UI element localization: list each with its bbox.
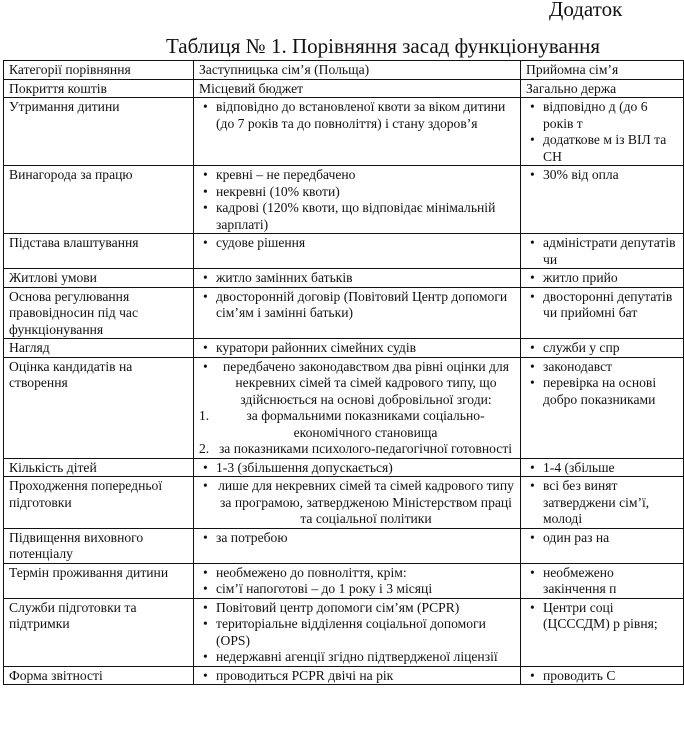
poland-cell xyxy=(194,98,521,166)
poland-cell xyxy=(194,458,521,477)
table-row xyxy=(4,79,684,98)
bullet-item: • всі без винят затверджени сім’ї, молоді xyxy=(526,478,679,528)
foster-cell xyxy=(521,666,684,685)
foster-cell xyxy=(521,269,684,288)
category-cell xyxy=(4,98,194,166)
category-cell xyxy=(4,528,194,563)
poland-cell xyxy=(194,287,521,339)
foster-cell-bullets xyxy=(526,99,679,165)
poland-cell-bullets xyxy=(199,270,516,287)
poland-cell-bullets xyxy=(199,530,516,547)
category-text: Термін проживання дитини xyxy=(9,564,169,580)
foster-cell xyxy=(521,598,684,666)
bullet-item: • перевірка на основі добро показниками xyxy=(526,375,679,408)
bullet-item: • лише для некревних сімей та сімей кадрового типу за програмою, затвердженою Міністерством праці та соціальної політики xyxy=(199,478,516,528)
foster-cell xyxy=(521,98,684,166)
bullet-item: • необмежено закінчення п xyxy=(526,565,679,598)
bullet-item: • 1-3 (збільшення допускається) xyxy=(199,460,516,477)
item-number: 2. xyxy=(199,441,210,456)
item-text: за формальними показниками соціально-економічного становища xyxy=(246,408,485,440)
poland-cell-bullets xyxy=(199,478,516,528)
category-text: Основа регулювання правовідносин під час функціонування xyxy=(9,288,139,337)
foster-cell-bullets xyxy=(526,167,679,184)
poland-cell-bullets xyxy=(199,600,516,666)
foster-cell-bullets xyxy=(526,359,679,409)
poland-cell xyxy=(194,477,521,529)
poland-cell-numbered xyxy=(199,408,516,458)
table-row xyxy=(4,477,684,529)
poland-cell-content xyxy=(199,340,516,357)
table-row xyxy=(4,234,684,269)
foster-cell-bullets xyxy=(526,270,679,287)
bullet-item: • проводиться PCPR двічі на рік xyxy=(199,668,516,685)
bullet-item: • недержавні агенції згідно підтвердженої ліцензії xyxy=(199,649,516,666)
category-cell xyxy=(4,357,194,458)
bullet-item: • передбачено законодавством два рівні оцінки для некревних сімей та сімей кадрового типу, що здійснюється на основі добровільної згоди: xyxy=(199,359,516,409)
foster-cell-bullets xyxy=(526,478,679,528)
category-text: Винагорода за працю xyxy=(9,167,133,182)
bullet-item: • судове рішення xyxy=(199,235,516,252)
poland-cell-content xyxy=(199,81,516,98)
foster-cell-content xyxy=(526,270,679,287)
foster-cell-content xyxy=(526,99,679,165)
bullet-item: • відповідно до встановленої квоти за віком дитини (до 7 років та до повноліття) і стану здоров’я xyxy=(199,99,516,132)
bullet-item: • необмежено до повноліття, крім: xyxy=(199,565,516,582)
poland-cell-bullets xyxy=(199,235,516,252)
foster-cell-bullets xyxy=(526,600,679,633)
category-cell xyxy=(4,234,194,269)
poland-cell-content xyxy=(199,99,516,132)
foster-cell-bullets xyxy=(526,530,679,547)
poland-cell-content xyxy=(199,289,516,322)
table-row xyxy=(4,98,684,166)
poland-cell xyxy=(194,528,521,563)
foster-cell-content xyxy=(526,668,679,685)
poland-cell xyxy=(194,598,521,666)
foster-cell-bullets xyxy=(526,340,679,357)
category-cell xyxy=(4,269,194,288)
bullet-item: • один раз на xyxy=(526,530,679,547)
poland-cell-bullets xyxy=(199,359,516,409)
foster-cell xyxy=(521,234,684,269)
item-text: за показниками психолого-педагогічної готовності xyxy=(218,441,513,456)
table-row xyxy=(4,357,684,458)
category-text: Підвищення виховного потенціалу xyxy=(9,529,144,561)
poland-cell xyxy=(194,339,521,358)
poland-cell xyxy=(194,357,521,458)
poland-cell xyxy=(194,563,521,598)
category-text: Форма звітності xyxy=(9,667,103,683)
poland-cell-bullets xyxy=(199,167,516,233)
foster-cell-content xyxy=(526,565,679,598)
category-text: Оцінка кандидатів на створення xyxy=(9,358,133,390)
foster-cell-content xyxy=(526,600,679,633)
poland-cell-bullets xyxy=(199,289,516,322)
table-row xyxy=(4,458,684,477)
table-row xyxy=(4,528,684,563)
poland-cell xyxy=(194,269,521,288)
bullet-item: • 30% від опла xyxy=(526,167,679,184)
foster-cell-content xyxy=(526,359,679,409)
category-text: Служби підготовки та підтримки xyxy=(9,599,137,631)
appendix-label: Додаток xyxy=(549,0,623,21)
header-cell-foster: Прийомна сім’я xyxy=(521,61,684,80)
bullet-item: • куратори районних сімейних судів xyxy=(199,340,516,357)
foster-cell-content xyxy=(526,478,679,528)
foster-cell-content xyxy=(526,235,679,268)
bullet-item: • територіальне відділення соціальної допомоги (OPS) xyxy=(199,616,516,649)
foster-cell-content xyxy=(526,460,679,477)
foster-cell xyxy=(521,339,684,358)
category-text: Покриття коштів xyxy=(9,80,107,96)
bullet-item: • 1-4 (збільше xyxy=(526,460,679,477)
header-cell-poland: Заступницька сім’я (Польща) xyxy=(194,61,521,80)
bullet-item: • служби у спр xyxy=(526,340,679,357)
bullet-item: • сім’ї напоготові – до 1 року і 3 місяці xyxy=(199,581,516,598)
poland-cell-content xyxy=(199,270,516,287)
poland-cell-bullets xyxy=(199,340,516,357)
foster-cell-content xyxy=(526,81,679,98)
table-row xyxy=(4,269,684,288)
foster-cell-content xyxy=(526,530,679,547)
poland-cell-content xyxy=(199,600,516,666)
poland-cell xyxy=(194,234,521,269)
poland-cell-content xyxy=(199,478,516,528)
foster-cell-bullets xyxy=(526,565,679,598)
poland-cell-text: Місцевий бюджет xyxy=(199,80,304,96)
bullet-item: • некревні (10% квоти) xyxy=(199,184,516,201)
foster-cell xyxy=(521,287,684,339)
bullet-item: • кревні – не передбачено xyxy=(199,167,516,184)
table-title: Таблиця № 1. Порівняння засад функціонування xyxy=(166,34,601,58)
category-cell xyxy=(4,458,194,477)
category-text: Підстава влаштування xyxy=(9,235,139,250)
foster-cell xyxy=(521,528,684,563)
foster-cell xyxy=(521,166,684,234)
bullet-item: • за потребою xyxy=(199,530,516,547)
table-row xyxy=(4,166,684,234)
numbered-item xyxy=(199,441,516,458)
table-row xyxy=(4,666,684,685)
category-text: Нагляд xyxy=(9,340,50,355)
category-text: Кількість дітей xyxy=(9,459,97,475)
bullet-item: • житло замінних батьків xyxy=(199,270,516,287)
bullet-item: • Центри соці (ЦСССДМ) р рівня; xyxy=(526,600,679,633)
poland-cell-bullets xyxy=(199,668,516,685)
foster-cell-text: Загально держа xyxy=(526,80,617,96)
comparison-table xyxy=(3,60,684,685)
numbered-item xyxy=(199,408,516,441)
bullet-item: • адміністрати депутатів чи xyxy=(526,235,679,268)
poland-cell-content xyxy=(199,530,516,547)
poland-cell-bullets xyxy=(199,460,516,477)
foster-cell-bullets xyxy=(526,460,679,477)
category-cell xyxy=(4,79,194,98)
category-cell xyxy=(4,666,194,685)
bullet-item: • Повітовий центр допомоги сім’ям (PCPR) xyxy=(199,600,516,617)
poland-cell-content xyxy=(199,359,516,458)
poland-cell-bullets xyxy=(199,99,516,132)
foster-cell-bullets xyxy=(526,289,679,322)
category-text: Утримання дитини xyxy=(9,99,120,114)
bullet-item: • проводить С xyxy=(526,668,679,685)
bullet-item: • кадрові (120% квоти, що відповідає мінімальній зарплаті) xyxy=(199,200,516,233)
table-row xyxy=(4,287,684,339)
bullet-item: • двосторонній договір (Повітовий Центр допомоги сім’ям і замінні батьки) xyxy=(199,289,516,322)
foster-cell xyxy=(521,563,684,598)
bullet-item: • житло прийо xyxy=(526,270,679,287)
foster-cell-bullets xyxy=(526,668,679,685)
category-text: Проходження попередньої підготовки xyxy=(9,478,163,510)
table-header-row xyxy=(4,61,684,80)
foster-cell xyxy=(521,477,684,529)
bullet-item: • відповідно д (до 6 років т xyxy=(526,99,679,132)
table-row xyxy=(4,598,684,666)
poland-cell xyxy=(194,666,521,685)
foster-cell-content xyxy=(526,167,679,184)
poland-cell-content xyxy=(199,235,516,252)
foster-cell-bullets xyxy=(526,235,679,268)
item-number: 1. xyxy=(199,408,210,423)
poland-cell-bullets xyxy=(199,565,516,598)
poland-cell xyxy=(194,166,521,234)
category-cell xyxy=(4,287,194,339)
poland-cell-content xyxy=(199,565,516,598)
bullet-item: • двосторонні депутатів чи прийомні бат xyxy=(526,289,679,322)
category-cell xyxy=(4,563,194,598)
poland-cell xyxy=(194,79,521,98)
foster-cell xyxy=(521,458,684,477)
category-cell xyxy=(4,477,194,529)
poland-cell-content xyxy=(199,668,516,685)
foster-cell xyxy=(521,79,684,98)
category-text: Житлові умови xyxy=(9,270,97,285)
category-cell xyxy=(4,166,194,234)
table-row xyxy=(4,339,684,358)
poland-cell-content xyxy=(199,460,516,477)
bullet-item: • додаткове м із ВІЛ та СН xyxy=(526,132,679,165)
poland-cell-content xyxy=(199,167,516,233)
bullet-item: • законодавст xyxy=(526,359,679,376)
foster-cell-content xyxy=(526,340,679,357)
category-cell xyxy=(4,598,194,666)
header-cell-category: Категорії порівняння xyxy=(4,61,194,80)
table-row xyxy=(4,563,684,598)
foster-cell xyxy=(521,357,684,458)
category-cell xyxy=(4,339,194,358)
foster-cell-content xyxy=(526,289,679,322)
